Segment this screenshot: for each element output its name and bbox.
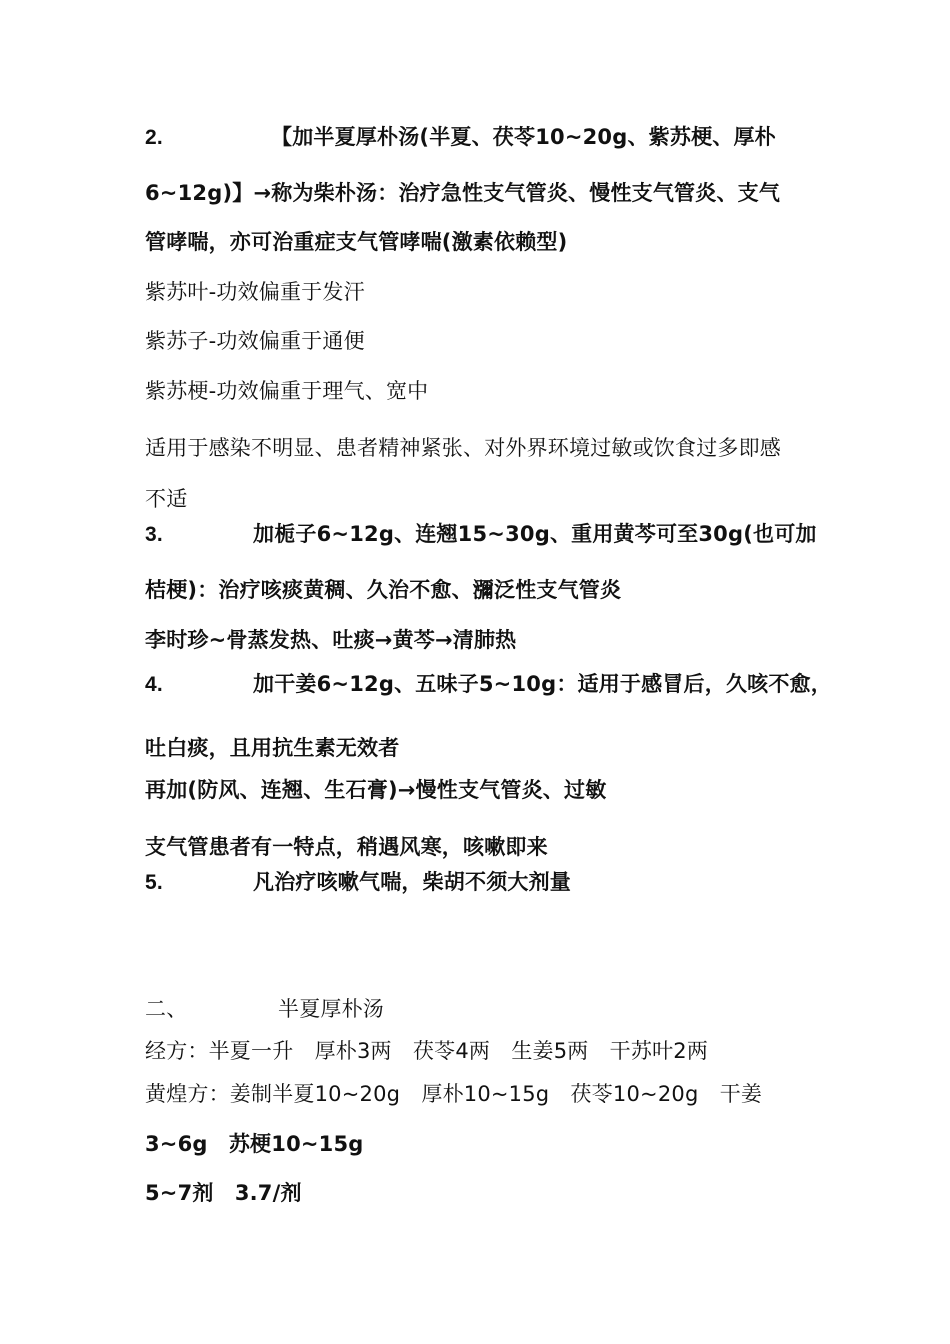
item-3-text-1: 加栀子6~12g、连翘15~30g、重用黄芩可至30g(也可加: [253, 522, 817, 546]
item-2-note-3: 紫苏梗-功效偏重于理气、宽中: [145, 379, 429, 403]
section-2-huang-line-1: 黄煌方：姜制半夏10~20g 厚朴10~15g 茯苓10~20g 干姜: [145, 1082, 763, 1106]
item-3-note: 李时珍~骨蒸发热、吐痰→黄芩→清肺热: [145, 628, 517, 652]
section-2-dose: 5~7剂 3.7/剂: [145, 1181, 302, 1205]
section-2-heading: [145, 996, 384, 1022]
section-2-jingfang: 经方：半夏一升 厚朴3两 茯苓4两 生姜5两 干苏叶2两: [145, 1039, 709, 1063]
section-2-title: 半夏厚朴汤: [278, 997, 384, 1021]
item-2-line-1: [145, 124, 776, 151]
item-4-line-4: 支气管患者有一特点，稍遇风寒，咳嗽即来: [145, 835, 548, 859]
item-2-line-2: 6~12g)】→称为柴朴汤：治疗急性支气管炎、慢性支气管炎、支气: [145, 181, 781, 205]
item-5-line-1: [145, 869, 571, 896]
item-5-text-1: 凡治疗咳嗽气喘，柴胡不须大剂量: [253, 870, 571, 894]
item-4-text-1: 加干姜6~12g、五味子5~10g：适用于感冒后，久咳不愈，: [253, 672, 832, 696]
item-5-number: 5.: [145, 871, 163, 894]
item-2-text-1: 【加半夏厚朴汤(半夏、茯苓10~20g、紫苏梗、厚朴: [271, 125, 776, 149]
item-4-line-2: 吐白痰，且用抗生素无效者: [145, 736, 400, 760]
item-2-number: 2.: [145, 126, 163, 149]
section-2-number: 二、: [145, 997, 188, 1021]
item-4-line-1: [145, 671, 832, 698]
section-2-huang-line-2: 3~6g 苏梗10~15g: [145, 1132, 364, 1156]
item-2-note-1: 紫苏叶-功效偏重于发汗: [145, 280, 365, 304]
item-3-number: 3.: [145, 523, 163, 546]
item-3-line-2: 桔梗)：治疗咳痰黄稠、久治不愈、瀰泛性支气管炎: [145, 578, 622, 602]
item-2-apply-1: 适用于感染不明显、患者精神紧张、对外界环境过敏或饮食过多即感: [145, 436, 781, 460]
item-2-line-3: 管哮喘，亦可治重症支气管哮喘(激素依赖型): [145, 230, 568, 254]
item-4-number: 4.: [145, 673, 163, 696]
item-2-apply-2: 不适: [145, 487, 188, 511]
item-3-line-1: [145, 521, 817, 548]
item-4-line-3: 再加(防风、连翘、生石膏)→慢性支气管炎、过敏: [145, 778, 607, 802]
item-2-note-2: 紫苏子-功效偏重于通便: [145, 329, 365, 353]
